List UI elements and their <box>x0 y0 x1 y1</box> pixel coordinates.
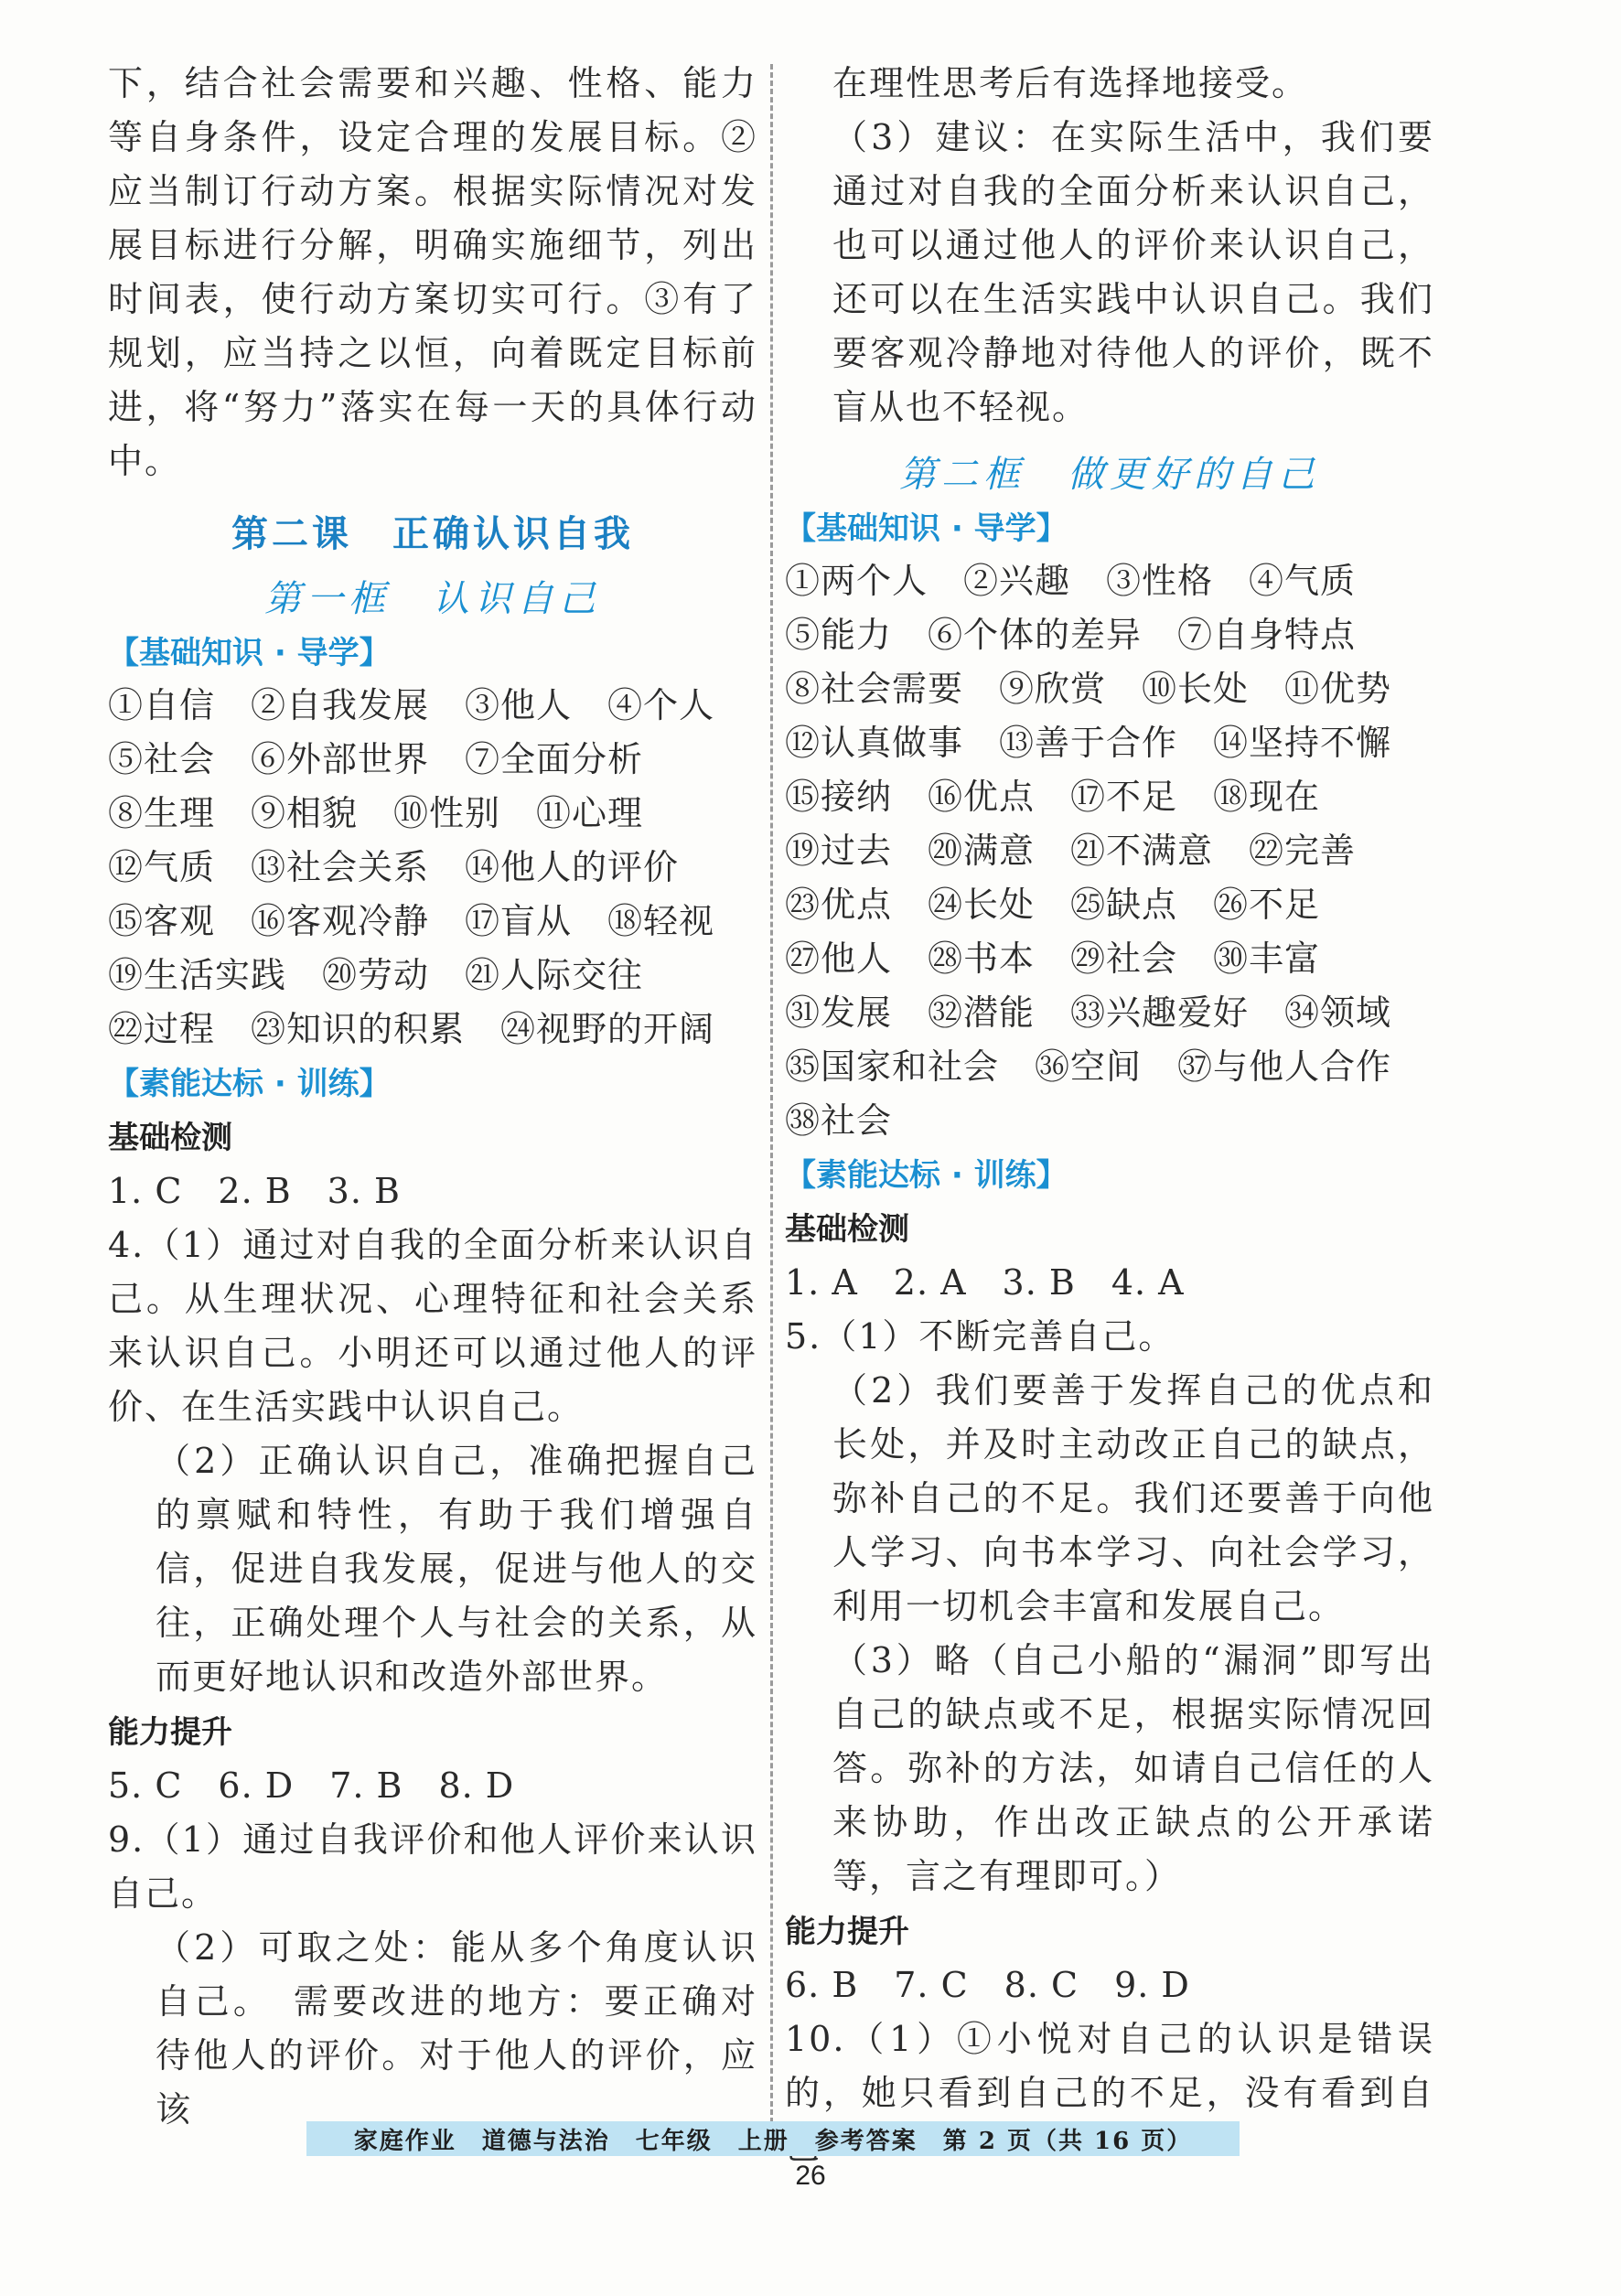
answer-line: ⑮客观 ⑯客观冷静 ⑰盲从 ⑱轻视 <box>108 901 715 941</box>
question-5-part-2: （2）我们要善于发挥自己的优点和长处，并及时主动改正自己的缺点，弥补自己的不足。我们还要善于向他人学习、向书本学习、向社会学习，利用一切机会丰富和发展自己。 <box>832 1370 1434 1626</box>
frame-title: 第一框 认识自己 <box>264 578 601 620</box>
column-divider <box>770 64 773 2131</box>
answer-line: ㉗他人 ㉘书本 ㉙社会 ㉚丰富 <box>785 939 1321 979</box>
training-heading: 【素能达标 · 训练】 <box>785 1157 1068 1194</box>
footer-subject: 道德与法治 <box>481 2127 610 2155</box>
basic-answers <box>108 679 757 1057</box>
answer-line: ①两个人 ②兴趣 ③性格 ④气质 <box>785 561 1357 601</box>
answer-line: ①自信 ②自我发展 ③他人 ④个人 <box>108 685 715 725</box>
multiple-choice-answers: 1. A 2. A 3. B 4. A <box>785 1262 1185 1303</box>
footer-volume: 上册 <box>737 2127 789 2155</box>
basic-check-heading: 基础检测 <box>785 1211 909 1248</box>
multiple-choice-answers: 5. C 6. D 7. B 8. D <box>108 1765 515 1806</box>
basic-knowledge-heading: 【基础知识 · 导学】 <box>785 510 1068 547</box>
ability-heading: 能力提升 <box>785 1914 909 1950</box>
lesson-title: 第二课 正确认识自我 <box>231 513 634 555</box>
frame-title: 第二框 做更好的自己 <box>899 454 1320 496</box>
answer-line: ㉛发展 ㉜潜能 ㉝兴趣爱好 ㉞领域 <box>785 992 1392 1033</box>
right-column <box>785 57 1434 2174</box>
answer-line: ⑫气质 ⑬社会关系 ⑭他人的评价 <box>108 847 680 887</box>
footer-type: 参考答案 <box>814 2127 918 2155</box>
answer-line: ⑤社会 ⑥外部世界 ⑦全面分析 <box>108 739 644 779</box>
answer-line: ⑮接纳 ⑯优点 ⑰不足 ⑱现在 <box>785 777 1321 817</box>
answer-line: ⑲生活实践 ⑳劳动 ㉑人际交往 <box>108 955 644 995</box>
question-10-part-1: 10.（1）①小悦对自己的认识是错误的，她只看到自己的不足，没有看到自 <box>785 2019 1434 2113</box>
question-5-part-1: 5.（1）不断完善自己。 <box>785 1316 1175 1357</box>
left-column <box>108 57 757 2137</box>
answer-line: ⑫认真做事 ⑬善于合作 ⑭坚持不懈 <box>785 723 1392 763</box>
answer-line: ㉒过程 ㉓知识的积累 ㉔视野的开阔 <box>108 1009 715 1049</box>
question-9-part-1: 9.（1）通过自我评价和他人评价来认识自己。 <box>108 1819 757 1914</box>
footer-grade: 七年级 <box>635 2127 713 2155</box>
question-4-part-1: 4.（1）通过对自我的全面分析来认识自己。从生理状况、心理特征和社会关系来认识自己。小明还可以通过他人的评价、在生活实践中认识自己。 <box>108 1225 757 1427</box>
question-9-part-3: （3）建议：在实际生活中，我们要通过对自我的全面分析来认识自己，也可以通过他人的评价来认识自己，还可以在生活实践中认识自己。我们要客观冷静地对待他人的评价，既不盲从也不轻视。 <box>832 117 1434 427</box>
basic-check-heading: 基础检测 <box>108 1120 232 1156</box>
footer-band <box>306 2121 1240 2156</box>
answer-line: ㉟国家和社会 ㊱空间 ㊲与他人合作 <box>785 1046 1392 1087</box>
footer-series: 家庭作业 <box>353 2127 456 2155</box>
question-5-part-3: （3）略（自己小船的“漏洞”即写出自己的缺点或不足，根据实际情况回答。弥补的方法，如请自己信任的人来协助，作出改正缺点的公开承诺等，言之有理即可。） <box>832 1640 1434 1896</box>
answer-line: ⑲过去 ⑳满意 ㉑不满意 ㉒完善 <box>785 831 1357 871</box>
question-9-part-2: （2）可取之处：能从多个角度认识自己。 需要改进的地方：要正确对待他人的评价。对于他人的评价，应该 <box>156 1927 757 2130</box>
multiple-choice-answers: 1. C 2. B 3. B <box>108 1171 401 1211</box>
multiple-choice-answers: 6. B 7. C 8. C 9. D <box>785 1965 1190 2005</box>
training-heading: 【素能达标 · 训练】 <box>108 1066 391 1102</box>
question-4-part-2: （2）正确认识自己，准确把握自己的禀赋和特性，有助于我们增强自信，促进自我发展，促进与他人的交往，正确处理个人与社会的关系，从而更好地认识和改造外部世界。 <box>156 1441 757 1697</box>
answer-line: ㊳社会 <box>785 1100 893 1141</box>
answer-line: ⑧社会需要 ⑨欣赏 ⑩长处 ⑪优势 <box>785 669 1392 709</box>
basic-answers <box>785 554 1434 1148</box>
basic-knowledge-heading: 【基础知识 · 导学】 <box>108 635 391 671</box>
answer-line: ⑧生理 ⑨相貌 ⑩性别 ⑪心理 <box>108 793 644 833</box>
answer-line: ㉓优点 ㉔长处 ㉕缺点 ㉖不足 <box>785 885 1321 925</box>
answer-line: ⑤能力 ⑥个体的差异 ⑦自身特点 <box>785 615 1357 655</box>
footer-page-info: 第 2 页（共 16 页） <box>942 2127 1193 2155</box>
continued-text: 在理性思考后有选择地接受。 <box>832 63 1309 103</box>
page-number: 26 <box>795 2161 826 2191</box>
intro-paragraph: 下，结合社会需要和兴趣、性格、能力等自身条件，设定合理的发展目标。②应当制订行动方案。根据实际情况对发展目标进行分解，明确实施细节，列出时间表，使行动方案切实可行。③有了规划，应当持之以恒，向着既定目标前进，将“努力”落实在每一天的具体行动中。 <box>108 63 757 481</box>
ability-heading: 能力提升 <box>108 1714 232 1751</box>
